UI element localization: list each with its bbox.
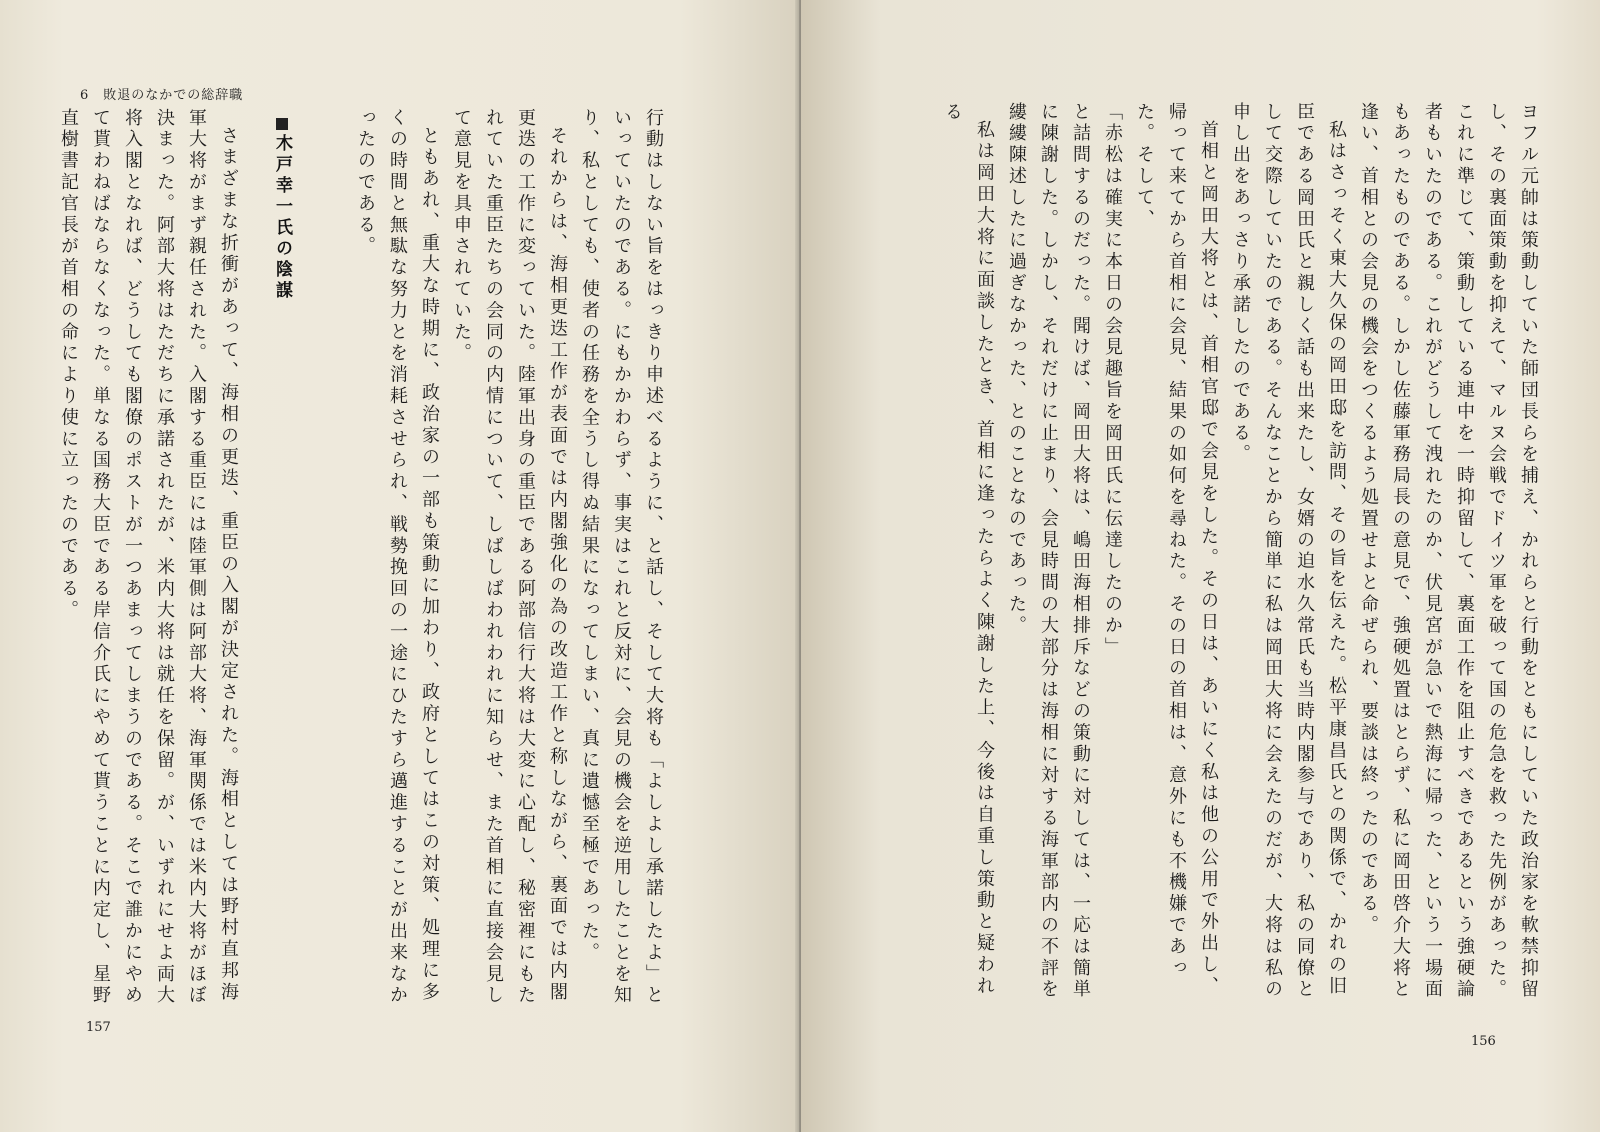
paragraph: ともあれ、重大な時期に、政治家の一部も策動に加わり、政府としてはこの対策、処理に多くの時間と無駄な努力とを消耗させられ、戦勢挽回の一途にひたすら邁進することが出来なかったのである。 — [355, 108, 440, 1007]
page-number: 157 — [86, 1020, 111, 1035]
paragraph: 私はさっそく東大久保の岡田邸を訪問、その旨を伝えた。松平康昌氏との関係で、かれの旧臣である岡田氏と親しく話も出来たし、女婿の迫水久常氏も当時内閣参与であり、私の同僚として交際していたのである。そんなことから簡単に私は岡田大将に会えたのだが、大将は私の申し出をあっさり承諾したのである。 — [1230, 102, 1347, 1001]
section-subhead — [270, 118, 295, 302]
left-body-text-after-subhead — [58, 108, 244, 1018]
paragraph: と詰問するのだった。聞けば、岡田大将は、嶋田海相排斥などの策動に対しては、一応は簡単に陳謝した。しかし、それだけに止まり、会見時間の大部分は海相に対する海軍部内の不評を縷縷陳述したに過ぎなかった、とのことなのであった。 — [1006, 102, 1091, 1001]
running-head: 6 敗退のなかでの総辞職 — [80, 88, 244, 103]
left-body-text — [249, 108, 669, 1018]
subhead-label: 木戸幸一氏の陰謀 — [272, 134, 292, 302]
left-page — [0, 0, 799, 1132]
quote: 「赤松は確実に本日の会見趣旨を岡田氏に伝達したのか」 — [1102, 102, 1123, 659]
paragraph: それからは、海相更迭工作が表面では内閣強化の為の改造工作と称しながら、裏面では内閣更迭の工作に変っていた。陸軍出身の重臣である阿部信行大将は大変に心配し、秘密裡にもたれていた重臣たちの会同の内情について、しばしばわれわれに知らせ、また首相に直接会見して意見を具申されていた。 — [451, 108, 568, 1007]
page-number: 156 — [1471, 1034, 1496, 1049]
paragraph: さまざまな折衝があって、海相の更迭、重臣の入閣が決定された。海相としては野村直邦海軍大将がまず親任された。入閣する重臣には陸軍側は阿部大将、海軍関係では米内大将がほぼ決まった。阿部大将はただちに承諾されたが、米内大将は就任を保留。が、いずれにせよ両大将入閣となれば、どうしても閣僚のポストが一つあまってしまうのである。そこで誰かにやめて貰わねばならなくなった。単なる国務大臣である岸信介氏にやめて貰うことに内定し、星野直樹書記官長が首相の命により使に立ったのである。 — [58, 108, 239, 1007]
paragraph: 首相と岡田大将とは、首相官邸で会見をした。その日は、あいにく私は他の公用で外出し、帰って来てから首相に会見、結果の如何を尋ねた。その日の首相は、意外にも不機嫌であった。そして、 — [1134, 102, 1219, 998]
paragraph: 行動はしない旨をはっきり申述べるように、と話し、そして大将も「よしよし承諾したよ」といっていたのである。にもかかわらず、事実はこれと反対に、会見の機会を逆用したことを知り、私としても、使者の任務を全うし得ぬ結果になってしまい、真に遺憾至極であった。 — [579, 108, 664, 1007]
subhead-square-icon — [276, 118, 288, 130]
right-page — [801, 0, 1600, 1132]
right-body-text — [854, 102, 1544, 1012]
paragraph: 私は岡田大将に面談したとき、首相に逢ったらよく陳謝した上、今後は自重し策動と疑われる — [942, 102, 995, 998]
paragraph: ヨフル元帥は策動していた師団長らを捕え、かれらと行動をともにしていた政治家を軟禁抑留し、その裏面策動を抑えて、マルヌ会戦でドイツ軍を破って国の危急を救った先例があった。これに準じて、策動している連中を一時抑留して、裏面工作を阻止すべきであるという強硬論者もいたのである。これがどうして洩れたのか、伏見宮が急いで熱海に帰った、という一場面もあったものである。しかし佐藤軍務局長の意見で、強硬処置はとらず、私に岡田啓介大将と逢い、首相との会見の機会をつくるよう処置せよと命ぜられ、要談は終ったのである。 — [1358, 102, 1539, 1001]
